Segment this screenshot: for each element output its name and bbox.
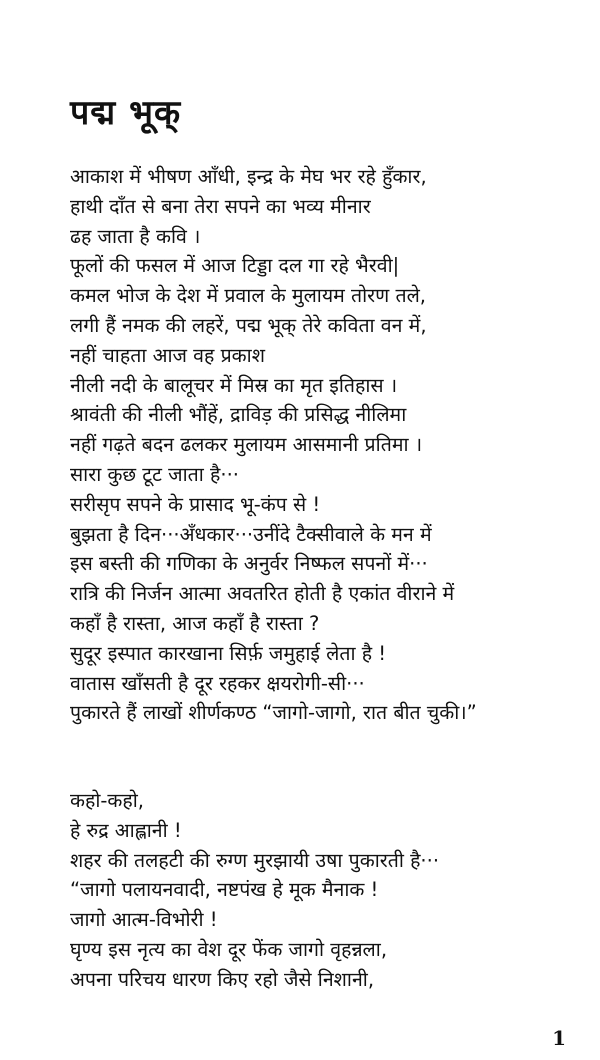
poem-line: घृण्य इस नृत्य का वेश दूर फेंक जागो वृहन्नला, xyxy=(70,937,388,961)
poem-line: नहीं गढ़ते बदन ढलकर मुलायम आसमानी प्रतिमा । xyxy=(70,433,423,457)
page-number: 1 xyxy=(552,1026,566,1050)
poem-line: हे रुद्र आह्लानी ! xyxy=(70,818,182,842)
poem-line: सारा कुछ टूट जाता है··· xyxy=(70,462,239,486)
poem-line: बुझता है दिन···अँधकार···उनींदे टैक्सीवाले के मन में xyxy=(70,522,432,546)
poem-line: श्रावंती की नीली भौंहें, द्राविड़ की प्रसिद्ध नीलिमा xyxy=(70,403,407,427)
poem-title: पद्म भूक् xyxy=(70,93,182,133)
poem-line: जागो आत्म-विभोरी ! xyxy=(70,908,218,932)
poem-line: आकाश में भीषण आँधी, इन्द्र के मेघ भर रहे हुँकार, xyxy=(70,165,427,188)
poem-line: सुदूर इस्पात कारखाना सिर्फ़ जमुहाई लेता है ! xyxy=(70,641,387,665)
poem-line: पुकारते हैं लाखों शीर्णकण्ठ “जागो-जागो, रात बीत चुकी।” xyxy=(70,701,477,725)
poem-line: नीली नदी के बालूचर में मिस्र का मृत इतिहास । xyxy=(70,373,398,397)
poem-line: फूलों की फसल में आज टिड्डा दल गा रहे भैरवी| xyxy=(70,254,400,278)
poem-line: लगी हैं नमक की लहरें, पद्म भूक् तेरे कविता वन में, xyxy=(70,313,427,337)
poem-line: नहीं चाहता आज वह प्रकाश xyxy=(70,343,265,367)
poem-line: हाथी दाँत से बना तेरा सपने का भव्य मीनार xyxy=(70,194,371,218)
poem-line: कहाँ है रास्ता, आज कहाँ है रास्ता ? xyxy=(70,611,320,635)
poem-line: कहो-कहो, xyxy=(70,789,144,812)
stanza-2 xyxy=(70,786,439,995)
poem-line: अपना परिचय धारण किए रहो जैसे निशानी, xyxy=(70,967,375,991)
poem-line: वातास खाँसती है दूर रहकर क्षयरोगी-सी··· xyxy=(70,671,365,695)
poem-line: सरीसृप सपने के प्रासाद भू-कंप से ! xyxy=(70,492,321,516)
poem-line: “जागो पलायनवादी, नष्टपंख हे मूक मैनाक ! xyxy=(70,878,379,902)
poem-line: इस बस्ती की गणिका के अनुर्वर निष्फल सपनों में··· xyxy=(70,552,428,576)
poem-line: ढह जाता है कवि । xyxy=(70,224,201,248)
poem-line: शहर की तलहटी की रुग्ण मुरझायी उषा पुकारती है··· xyxy=(70,848,440,872)
poem-line: कमल भोज के देश में प्रवाल के मुलायम तोरण तले, xyxy=(70,284,426,308)
poem-line: रात्रि की निर्जन आत्मा अवतरित होती है एकांत वीराने में xyxy=(70,582,455,606)
stanza-1 xyxy=(70,162,477,728)
